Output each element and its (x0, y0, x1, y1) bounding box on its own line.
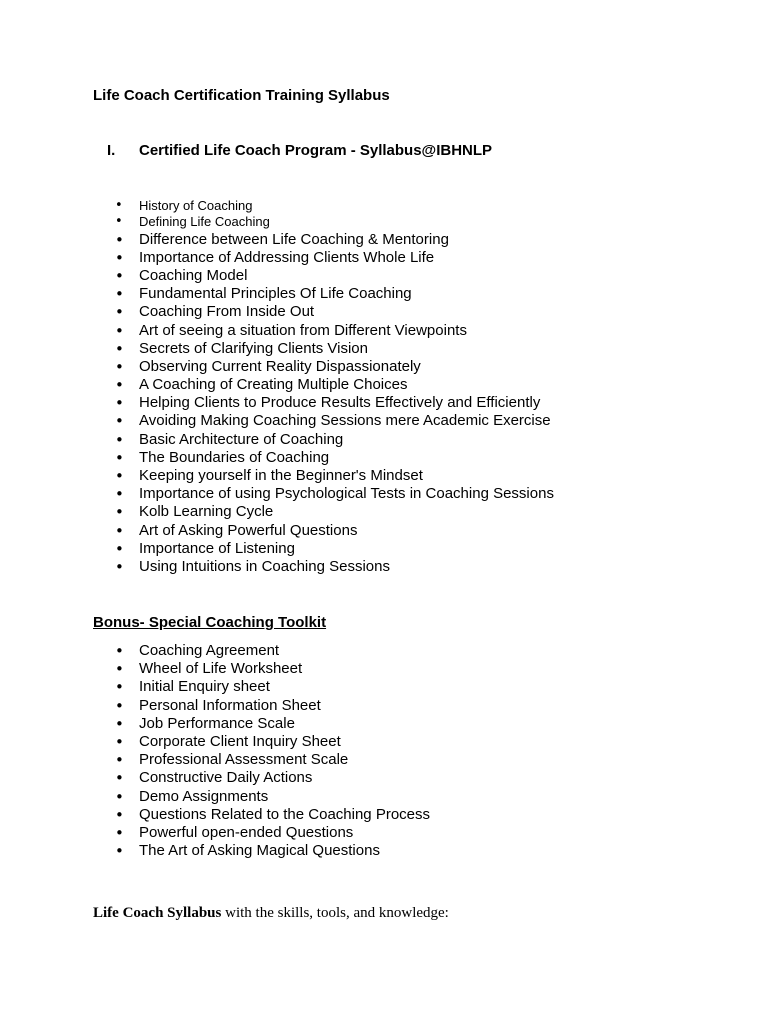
list-item: • Kolb Learning Cycle (0, 503, 700, 521)
list-item: • Difference between Life Coaching & Mentoring (0, 231, 700, 249)
list-item: • A Coaching of Creating Multiple Choices (0, 376, 700, 394)
list-item: • The Art of Asking Magical Questions (0, 842, 700, 860)
closing-line (93, 905, 449, 922)
bonus-toolkit-list (0, 642, 700, 860)
list-item: • Coaching Model (0, 267, 700, 285)
bonus-heading: Bonus- Special Coaching Toolkit (93, 614, 327, 631)
list-item: • Initial Enquiry sheet (0, 678, 700, 696)
document-title: Life Coach Certification Training Syllabus (93, 87, 390, 104)
list-item: • Basic Architecture of Coaching (0, 431, 700, 449)
list-item: • Importance of using Psychological Tests in Coaching Sessions (0, 485, 700, 503)
list-item: • Keeping yourself in the Beginner's Mindset (0, 467, 700, 485)
list-item: • Observing Current Reality Dispassionately (0, 358, 700, 376)
list-item: • Importance of Listening (0, 540, 700, 558)
list-item: • Coaching From Inside Out (0, 303, 700, 321)
list-item: • Personal Information Sheet (0, 697, 700, 715)
list-item: • Defining Life Coaching (0, 214, 700, 230)
section-number: I. (107, 142, 116, 159)
list-item: • Art of seeing a situation from Different Viewpoints (0, 322, 700, 340)
list-item: • Wheel of Life Worksheet (0, 660, 700, 678)
list-item: • Powerful open-ended Questions (0, 824, 700, 842)
list-item: • Using Intuitions in Coaching Sessions (0, 558, 700, 576)
section-heading (107, 142, 492, 159)
list-item: • Corporate Client Inquiry Sheet (0, 733, 700, 751)
list-item: • History of Coaching (0, 198, 700, 214)
list-item: • Secrets of Clarifying Clients Vision (0, 340, 700, 358)
syllabus-topic-list (0, 198, 700, 576)
closing-bold-text: Life Coach Syllabus (93, 905, 222, 921)
list-item: • Avoiding Making Coaching Sessions mere Academic Exercise (0, 412, 700, 430)
list-item: • Demo Assignments (0, 788, 700, 806)
list-item: • Constructive Daily Actions (0, 769, 700, 787)
list-item: • Art of Asking Powerful Questions (0, 522, 700, 540)
list-item: • Helping Clients to Produce Results Effectively and Efficiently (0, 394, 700, 412)
list-item: • The Boundaries of Coaching (0, 449, 700, 467)
list-item: • Job Performance Scale (0, 715, 700, 733)
list-item: • Coaching Agreement (0, 642, 700, 660)
list-item: • Fundamental Principles Of Life Coaching (0, 285, 700, 303)
list-item: • Questions Related to the Coaching Process (0, 806, 700, 824)
list-item: • Professional Assessment Scale (0, 751, 700, 769)
closing-text: with the skills, tools, and knowledge: (221, 905, 449, 921)
list-item: • Importance of Addressing Clients Whole Life (0, 249, 700, 267)
section-heading-text: Certified Life Coach Program - Syllabus@IBHNLP (139, 142, 493, 159)
